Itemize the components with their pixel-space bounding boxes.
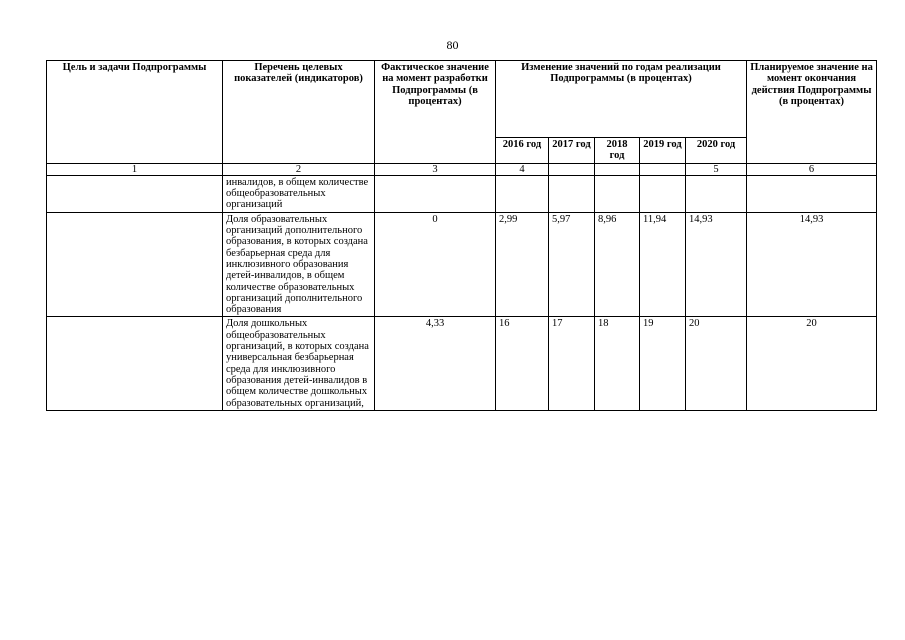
year-2019-cell [640,175,686,212]
table-row [47,175,877,212]
column-number: 3 [375,163,496,175]
indicators-table [46,60,877,411]
year-2018-cell [595,175,640,212]
header-indicators: Перечень целевых показателей (индикаторов) [223,61,375,164]
year-2020-cell [686,175,747,212]
actual-value-cell: 0 [375,212,496,317]
header-year-2017: 2017 год [549,138,595,164]
year-2016-cell: 16 [496,317,549,410]
year-2018-cell: 18 [595,317,640,410]
column-number [640,163,686,175]
year-2017-cell: 17 [549,317,595,410]
column-number: 1 [47,163,223,175]
planned-value-cell: 20 [747,317,877,410]
goal-cell [47,175,223,212]
year-2017-cell [549,175,595,212]
header-yearly-change: Изменение значений по годам реализации Подпрограммы (в процентах) [496,61,747,138]
planned-value-cell: 14,93 [747,212,877,317]
goal-cell [47,212,223,317]
column-number: 5 [686,163,747,175]
column-numbers-row [47,163,877,175]
actual-value-cell [375,175,496,212]
column-number: 2 [223,163,375,175]
column-number [549,163,595,175]
header-actual-value: Фактическое значение на момент разработки Подпрограммы (в процентах) [375,61,496,164]
header-planned-value: Планируемое значение на момент окончания действия Подпрограммы (в процентах) [747,61,877,164]
indicator-cell: инвалидов, в общем количестве общеобразовательных организаций [223,175,375,212]
year-2016-cell [496,175,549,212]
year-2020-cell: 14,93 [686,212,747,317]
header-year-2016: 2016 год [496,138,549,164]
table-row [47,212,877,317]
year-2019-cell: 11,94 [640,212,686,317]
year-2019-cell: 19 [640,317,686,410]
year-2017-cell: 5,97 [549,212,595,317]
indicator-cell: Доля образовательных организаций дополнительного образования, в которых создана безбарьерная среда для инклюзивного образования детей-инвалидов, в общем количестве образовательных организаций дополнительного образования [223,212,375,317]
header-year-2020: 2020 год [686,138,747,164]
goal-cell [47,317,223,410]
planned-value-cell [747,175,877,212]
column-number: 6 [747,163,877,175]
header-year-2018: 2018 год [595,138,640,164]
header-goal: Цель и задачи Подпрограммы [47,61,223,164]
column-number [595,163,640,175]
year-2016-cell: 2,99 [496,212,549,317]
header-year-2019: 2019 год [640,138,686,164]
indicator-cell: Доля дошкольных общеобразовательных организаций, в которых создана универсальная безбарьерная среда для инклюзивного образования детей-инвалидов в общем количестве дошкольных образовательных организаций, [223,317,375,410]
column-number: 4 [496,163,549,175]
table-row [47,317,877,410]
year-2020-cell: 20 [686,317,747,410]
actual-value-cell: 4,33 [375,317,496,410]
header-row [47,61,877,138]
page-number: 80 [446,38,459,52]
year-2018-cell: 8,96 [595,212,640,317]
